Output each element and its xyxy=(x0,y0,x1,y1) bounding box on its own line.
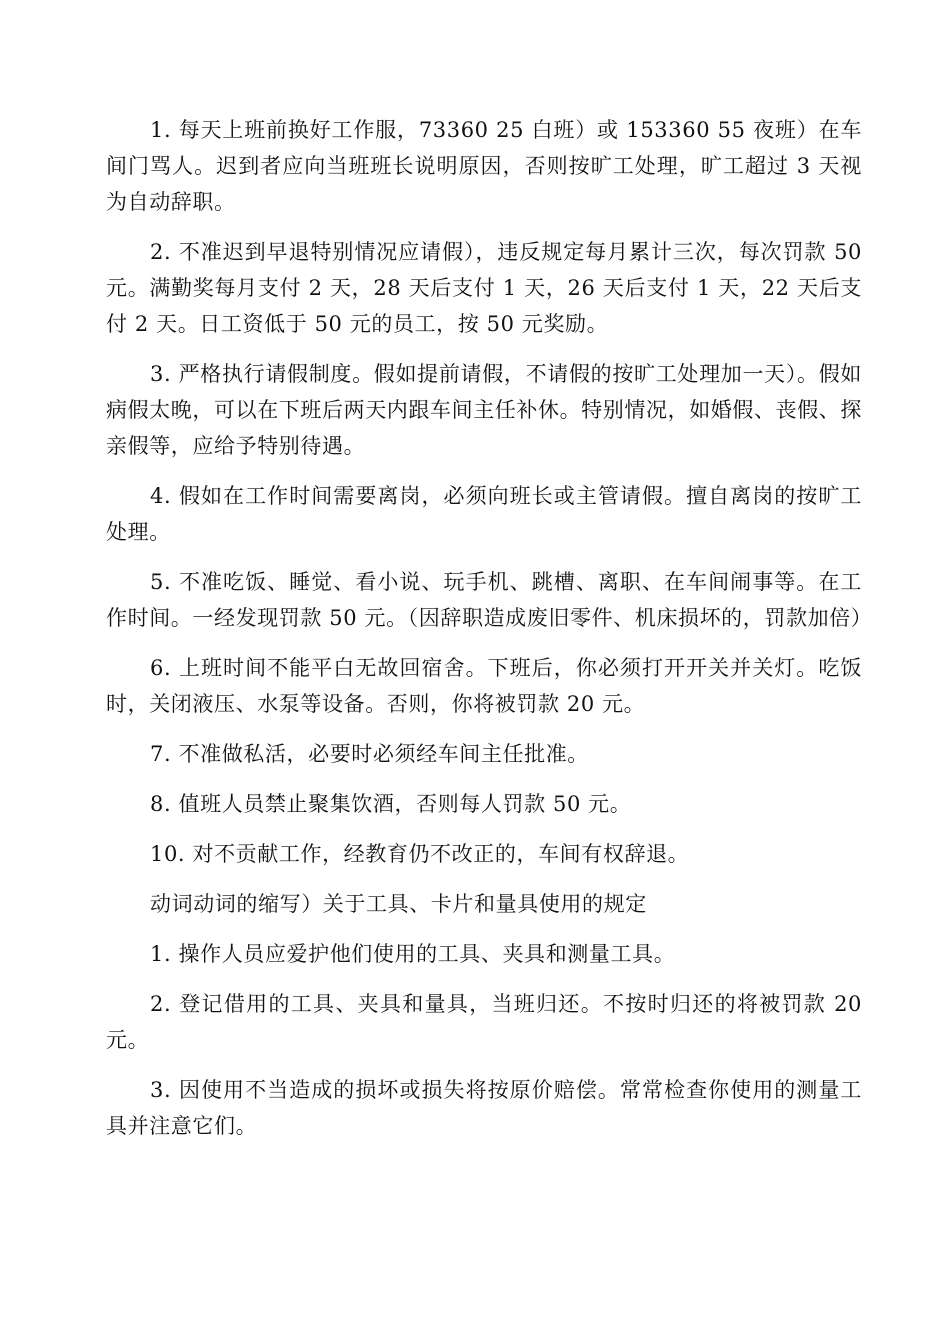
paragraph-3: 3. 严格执行请假制度。假如提前请假，不请假的按旷工处理加一天）。假如病假太晚，可以在下班后两天内跟车间主任补休。特别情况，如婚假、丧假、探亲假等，应给予特别待遇。 xyxy=(106,362,862,458)
tool-rule-3: 3. 因使用不当造成的损坏或损失将按原价赔偿。常常检查你使用的测量工具并注意它们。 xyxy=(106,1078,862,1138)
paragraph-10: 10. 对不贡献工作，经教育仍不改正的，车间有权辞退。 xyxy=(150,842,690,866)
section-heading: 动词动词的缩写）关于工具、卡片和量具使用的规定 xyxy=(150,892,647,916)
paragraph-8: 8. 值班人员禁止聚集饮酒，否则每人罚款 50 元。 xyxy=(150,792,632,816)
paragraph-4: 4. 假如在工作时间需要离岗，必须向班长或主管请假。擅自离岗的按旷工处理。 xyxy=(106,484,862,544)
paragraph-5: 5. 不准吃饭、睡觉、看小说、玩手机、跳槽、离职、在车间闹事等。在工作时间。一经发现罚款 50 元。（因辞职造成废旧零件、机床损坏的，罚款加倍） xyxy=(106,570,873,630)
paragraph-7: 7. 不准做私活，必要时必须经车间主任批准。 xyxy=(150,742,589,766)
paragraph-2: 2. 不准迟到早退特别情况应请假），违反规定每月累计三次，每次罚款 50 元。满勤奖每月支付 2 天，28 天后支付 1 天，26 天后支付 1 天，22 天后支付 2 天。日工资低于 50 元的员工，按 50 元奖励。 xyxy=(106,240,862,336)
tool-rule-1: 1. 操作人员应爱护他们使用的工具、夹具和测量工具。 xyxy=(150,942,676,966)
paragraph-1: 1. 每天上班前换好工作服，73360 25 白班）或 153360 55 夜班）在车间门骂人。迟到者应向当班班长说明原因，否则按旷工处理，旷工超过 3 天视为自动辞职。 xyxy=(106,118,862,214)
tool-rule-2: 2. 登记借用的工具、夹具和量具，当班归还。不按时归还的将被罚款 20 元。 xyxy=(106,992,862,1052)
paragraph-6: 6. 上班时间不能平白无故回宿舍。下班后，你必须打开开关并关灯。吃饭时，关闭液压、水泵等设备。否则，你将被罚款 20 元。 xyxy=(106,656,862,716)
document-body xyxy=(106,112,873,1158)
